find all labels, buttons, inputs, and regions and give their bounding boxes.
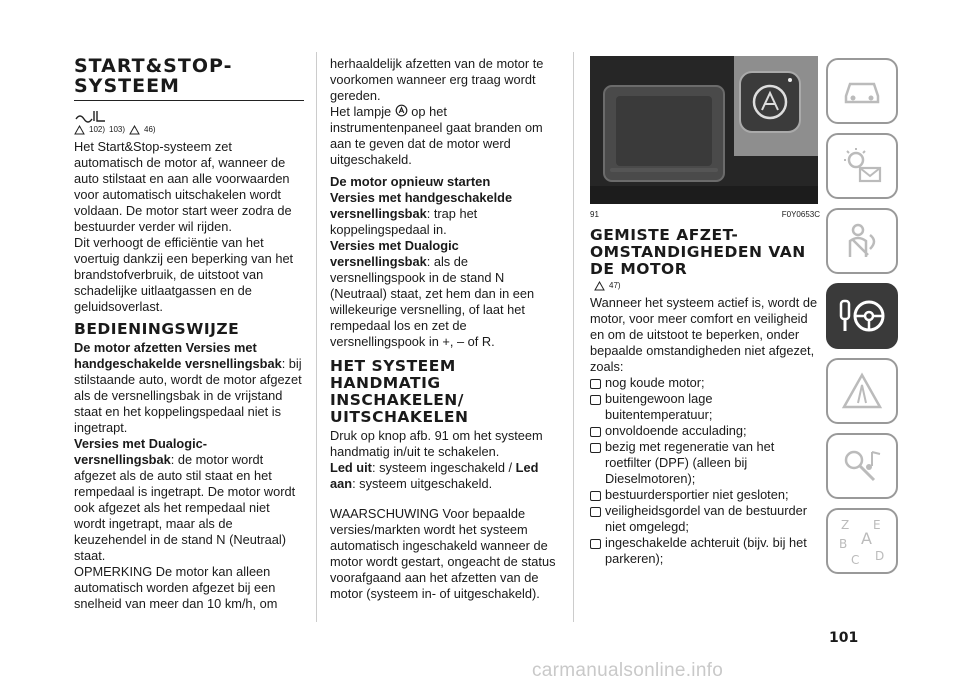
column-3 <box>590 56 820 567</box>
checkbox-icon <box>590 443 601 453</box>
tab-starting-driving[interactable] <box>826 283 898 349</box>
car-dashboard-icon <box>840 74 884 108</box>
caution-ref <box>594 280 820 292</box>
warning-paragraph: WAARSCHUWING Voor bepaalde versies/markten wordt het systeem automatisch ingeschakeld wanneer de motor wordt gestart, ongeacht de status voorafgaand aan het afzetten van de motor (systeem in- of uitgeschakeld). <box>330 506 556 601</box>
index-letter: C <box>851 553 860 567</box>
figure-code: F0Y0653C <box>781 210 820 219</box>
tab-lights[interactable] <box>826 133 898 199</box>
ref-46[interactable]: 46) <box>144 125 156 134</box>
section-title: START&STOP- SYSTEEM <box>74 55 233 97</box>
checkbox-icon <box>590 379 601 389</box>
manual-stop-label: De motor afzetten Versies met handgeschakelde versnellingsbak <box>74 340 282 371</box>
tab-emergency[interactable] <box>826 358 898 424</box>
heading-missed-conditions: GEMISTE AFZET-OMSTANDIGHEDEN VAN DE MOTOR <box>590 226 806 278</box>
continued-paragraph: herhaaldelijk afzetten van de motor te voorkomen wanneer erg traag wordt gereden. <box>330 56 544 103</box>
page-number: 101 <box>829 630 859 646</box>
list-item: bestuurdersportier niet gesloten; <box>590 487 820 503</box>
manual-restart-label: Versies met handgeschakelde versnellingsbak <box>330 190 513 221</box>
figure-caption <box>590 210 820 219</box>
ref-47[interactable]: 47) <box>609 281 621 290</box>
dualogic-stop-label: Versies met Dualogic-versnellingsbak <box>74 436 207 467</box>
key-steering-wheel-icon <box>835 295 889 337</box>
efficiency-paragraph: Dit verhoogt de efficiëntie van het voertuig dankzij een beperking van het brandstofverbruik, de uitstoot van schadelijke uitlaatgassen en de geluidsoverlast. <box>74 235 294 314</box>
lamp-paragraph: Het lampje op het instrumentenpaneel gaat branden om aan te geven dat de motor werd uitgeschakeld. <box>330 104 543 167</box>
led-paragraph: Led uit: systeem ingeschakeld / Led aan: systeem uitgeschakeld. <box>330 460 539 491</box>
warning-triangle-icon <box>74 125 85 135</box>
tab-dashboard[interactable] <box>826 58 898 124</box>
heading-bedieningswijze: BEDIENINGSWIJZE <box>74 320 240 338</box>
list-item: buitengewoon lage buitentemperatuur; <box>590 391 820 423</box>
ref-102[interactable]: 102) <box>89 125 106 134</box>
checkbox-icon <box>590 539 601 549</box>
column-divider-2 <box>573 52 574 622</box>
checkbox-icon <box>590 491 601 501</box>
warning-road-icon <box>840 371 884 411</box>
tab-index[interactable] <box>826 508 898 574</box>
manual-stop-text: : bij stilstaande auto, wordt de motor afgezet als de versnellingsbak in de vrijstand staat en het koppelingspedaal niet is ingetrapt. <box>74 356 302 435</box>
index-letters-icon <box>835 514 889 568</box>
checkbox-icon <box>590 507 601 517</box>
led-off-label: Led uit <box>330 460 372 475</box>
list-item: onvoldoende acculading; <box>590 423 820 439</box>
index-letter: Z <box>841 518 850 532</box>
led-on-label: Led aan <box>330 460 539 491</box>
list-item: bezig met regeneratie van het roetfilter (DPF) (alleen bij Dieselmotoren); <box>590 439 820 487</box>
column-divider-1 <box>316 52 317 622</box>
tab-safety[interactable] <box>826 208 898 274</box>
warning-refs <box>74 124 304 136</box>
wrench-music-icon <box>840 446 884 486</box>
heading-manual-toggle: HET SYSTEEM HANDMATIG INSCHAKELEN/ UITSCHAKELEN <box>330 357 469 426</box>
button-paragraph: Druk op knop afb. 91 om het systeem handmatig in/uit te schakelen. <box>330 428 543 459</box>
figure-91-dashboard-photo <box>590 56 818 204</box>
column-1 <box>74 56 304 612</box>
dualogic-restart-paragraph: Versies met Dualogic versnellingsbak: als de versnellingspook in de stand N (Neutraal) staat, zet hem dan in een willekeurige versnelling, of laat het rempedaal los en zet de versnellingspook in +, – of R. <box>330 238 535 349</box>
checkbox-icon <box>590 427 601 437</box>
caution-triangle-icon <box>594 281 605 291</box>
lights-mail-icon <box>840 146 884 186</box>
heading-restart: De motor opnieuw starten <box>330 174 491 189</box>
checkbox-icon <box>590 395 601 405</box>
index-letter: A <box>861 529 872 548</box>
list-item: ingeschakelde achteruit (bijv. bij het parkeren); <box>590 535 820 567</box>
conditions-list <box>590 375 820 567</box>
tab-maintenance[interactable] <box>826 433 898 499</box>
dualogic-restart-label: Versies met Dualogic versnellingsbak <box>330 238 459 269</box>
seatbelt-airbag-icon <box>840 221 884 261</box>
column-2 <box>330 56 560 602</box>
dualogic-stop-paragraph <box>74 436 304 564</box>
dualogic-stop-text: : de motor wordt afgezet als de auto stil staat en het rempedaal is ingetrapt. De motor wordt ook afgezet als het rempedaal niet wordt ingetrapt, maar als de keuzehendel in de stand N (Neutraal) staat. <box>74 452 296 563</box>
manual-restart-paragraph: Versies met handgeschakelde versnellingsbak: trap het koppelingspedaal in. <box>330 190 513 237</box>
manual-stop-paragraph <box>74 340 304 436</box>
title-rule <box>74 100 304 101</box>
list-item: nog koude motor; <box>590 375 820 391</box>
note-paragraph: OPMERKING De motor kan alleen automatisch worden afgezet bij een snelheid van meer dan 10 km/h, om <box>74 564 278 611</box>
watermark: carmanualsonline.info <box>532 660 724 681</box>
figure-number: 91 <box>590 210 599 219</box>
index-letter: D <box>875 549 885 563</box>
index-letter: E <box>873 518 881 532</box>
conditions-intro: Wanneer het systeem actief is, wordt de motor, voor meer comfort en veiligheid en om de uitstoot te beperken, onder bepaalde omstandigheden niet afgezet, zoals: <box>590 295 818 374</box>
hook-icon <box>74 107 304 123</box>
index-letter: B <box>839 537 848 551</box>
caution-triangle-icon <box>129 125 140 135</box>
ref-103[interactable]: 103) <box>109 125 126 134</box>
intro-paragraph: Het Start&Stop-systeem zet automatisch de motor af, wanneer de auto stilstaat en aan alle voorwaarden voor automatisch uitschakelen wordt voldaan. De motor start weer zodra de bestuurder verder wil rijden. <box>74 139 292 234</box>
list-item: veiligheidsgordel van de bestuurder niet omgelegd; <box>590 503 820 535</box>
auto-stop-lamp-icon <box>395 104 408 117</box>
chapter-tabs <box>826 58 960 583</box>
